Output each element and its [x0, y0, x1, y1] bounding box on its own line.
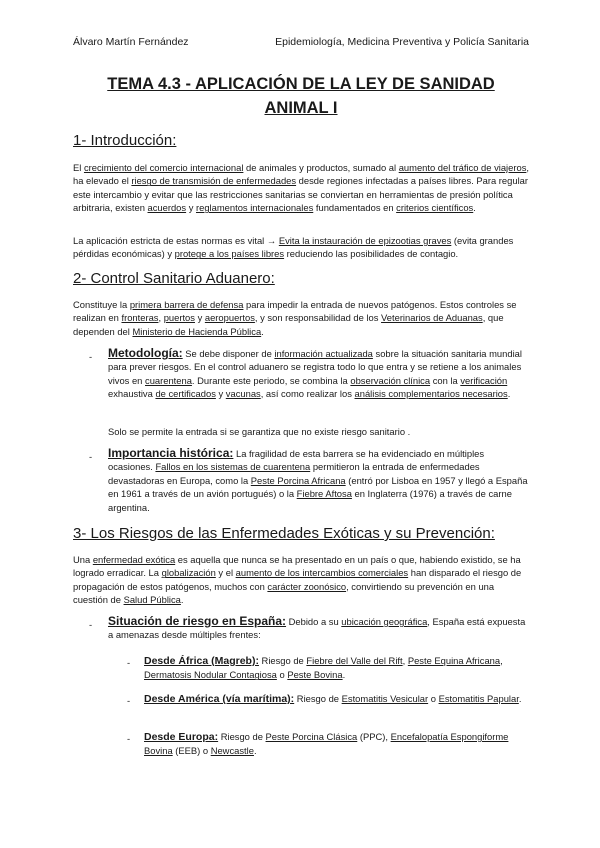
sub-bullet-heading: Desde África (Magreb): [144, 655, 259, 667]
section-1-paragraph-2: La aplicación estricta de estas normas es vital → Evita la instauración de epizootias graves (evita grandes pérdidas económicas) y protege a los países libres reduciendo las posibilidades de contagio. [73, 235, 514, 260]
underlined-term: carácter zoonósico [267, 580, 347, 592]
title-line-2: ANIMAL I [264, 99, 338, 117]
bullet-heading: Importancia histórica: [108, 446, 234, 460]
underlined-term: Peste Porcina Africana [250, 474, 346, 486]
underlined-term: Salud Pública [123, 594, 181, 606]
header-subject: Epidemiología, Medicina Preventiva y Policía Sanitaria [275, 36, 529, 48]
underlined-term: crecimiento del comercio internacional [83, 162, 244, 173]
page-title [73, 72, 529, 120]
section-3-paragraph-1: Una enfermedad exótica es aquella que nunca se ha presentado en un país o que, habiendo existido, se ha logrado erradicar. La globalización y el aumento de los intercambios comerciales han disparado el riesgo de propagación de estos patógenos, muchos con carácter zoonósico, convirtiendo su prevención en una cuestión de Salud Pública. [73, 554, 522, 606]
section-3-heading: 3- Los Riesgos de las Enfermedades Exóticas y su Prevención: [73, 525, 495, 542]
underlined-term: observación clínica [350, 374, 431, 386]
bullet-text: Se debe disponer de información actualizada sobre la situación sanitaria mundial para prever riesgos. En el control aduanero se registra todo lo que entra y se retiene a los animales vivos en cuarentena. Durante este periodo, se combina la observación clínica con la verificación exhaustiva de certificados y vacunas, así como realizar los análisis complementarios necesarios. [108, 348, 522, 400]
bullet-importancia-historica [108, 447, 529, 514]
section-2-paragraph-1: Constituye la primera barrera de defensa para impedir la entrada de nuevos patógenos. Estos controles se realizan en fronteras, puertos y aeropuertos, y son responsabilidad de los Veterinarios de Aduanas, que dependen del Ministerio de Hacienda Pública. [73, 299, 517, 337]
bullet-note: Solo se permite la entrada si se garantiza que no existe riesgo sanitario . [108, 426, 411, 437]
underlined-term: Estomatitis Papular [438, 693, 519, 704]
sub-bullet-dash: - [127, 695, 131, 706]
underlined-term: análisis complementarios necesarios [354, 388, 508, 400]
sub-bullet-america [144, 692, 529, 706]
underlined-term: Peste Porcina Clásica [265, 731, 358, 742]
section-2-heading: 2- Control Sanitario Aduanero: [73, 270, 275, 287]
underlined-term: riesgo de transmisión de enfermedades [131, 175, 297, 187]
underlined-term: acuerdos [147, 202, 187, 214]
underlined-term: Fiebre Aftosa [296, 488, 352, 500]
underlined-term: verificación [460, 374, 508, 386]
underlined-term: enfermedad exótica [92, 554, 176, 565]
underlined-term: aumento de los intercambios comerciales [235, 567, 409, 579]
underlined-term: Veterinarios de Aduanas [381, 312, 483, 324]
sub-bullet-heading: Desde Europa: [144, 731, 219, 743]
bullet-text: Debido a su ubicación geográfica, España está expuesta a amenazas desde múltiples frentes: [108, 616, 526, 641]
underlined-term: Peste Equina Africana [407, 655, 501, 666]
sub-bullet-europa [144, 730, 529, 758]
sub-bullet-heading: Desde América (vía marítima): [144, 693, 295, 705]
underlined-term: Fiebre del Valle del Rift [306, 655, 403, 666]
bullet-heading: Situación de riesgo en España: [108, 614, 287, 628]
underlined-term: Ministerio de Hacienda Pública [132, 325, 262, 337]
title-line-1: TEMA 4.3 - APLICACIÓN DE LA LEY DE SANIDAD [107, 75, 495, 93]
underlined-term: aumento del tráfico de viajeros [398, 162, 527, 173]
sub-bullet-africa [144, 654, 529, 682]
section-1-paragraph-1: El crecimiento del comercio internacional de animales y productos, sumado al aumento del tráfico de viajeros, ha elevado el riesgo de transmisión de enfermedades desde regiones infectadas a países libres. Para regular este intercambio y evitar que las restricciones sanitarias se conviertan en herramientas de presión política arbitraria, existen acuerdos y reglamentos internacionales fundamentados en criterios científicos. [73, 162, 529, 214]
underlined-term: Encefalopatía Espongiforme Bovina [144, 731, 509, 757]
bullet-dash: - [89, 351, 93, 362]
underlined-term: Dermatosis Nodular Contagiosa [144, 669, 277, 681]
underlined-term: criterios científicos [396, 202, 474, 214]
underlined-term: reglamentos internacionales [196, 202, 314, 214]
underlined-term: protege a los países libres [174, 248, 285, 260]
header-author: Álvaro Martín Fernández [73, 36, 189, 48]
underlined-term: Fallos en los sistemas de cuarentena [155, 461, 311, 473]
underlined-term: fronteras [121, 312, 159, 324]
underlined-term: Newcastle [210, 745, 254, 757]
underlined-term: puertos [163, 312, 195, 324]
underlined-term: ubicación geográfica [341, 616, 428, 627]
bullet-metodologia [108, 347, 529, 401]
sub-bullet-text: Riesgo de Peste Porcina Clásica (PPC), Encefalopatía Espongiforme Bovina (EEB) o Newcastle. [144, 731, 509, 757]
bullet-heading: Metodología: [108, 346, 183, 360]
underlined-term: Evita la instauración de epizootias graves [278, 235, 452, 246]
bullet-text: La fragilidad de esta barrera se ha evidenciado en múltiples ocasiones. Fallos en los sistemas de cuarentena permitieron la entrada de enfermedades devastadoras en Europa, como la Peste Porcina Africana (entró por Lisboa en 1957 y llegó a España en 1961 a través de un avión portugués) o la Fiebre Aftosa en Inglaterra (1976) a través de carne argentina. [108, 448, 528, 513]
underlined-term: Peste Bovina [287, 669, 343, 681]
underlined-term: información actualizada [274, 348, 373, 359]
underlined-term: vacunas [225, 388, 261, 400]
underlined-term: primera barrera de defensa [129, 299, 244, 310]
sub-bullet-text: Riesgo de Estomatitis Vesicular o Estomatitis Papular. [294, 693, 522, 704]
sub-bullet-dash: - [127, 657, 131, 668]
sub-bullet-text: Riesgo de Fiebre del Valle del Rift, Peste Equina Africana, Dermatosis Nodular Contagiosa o Peste Bovina. [144, 655, 503, 681]
underlined-term: de certificados [155, 388, 216, 400]
underlined-term: globalización [161, 567, 216, 579]
underlined-term: aeropuertos [204, 312, 255, 324]
bullet-situacion-riesgo [108, 615, 529, 642]
section-1-heading: 1- Introducción: [73, 132, 177, 149]
bullet-dash: - [89, 451, 93, 462]
underlined-term: Estomatitis Vesicular [341, 693, 429, 704]
underlined-term: cuarentena [145, 374, 192, 386]
sub-bullet-dash: - [127, 733, 131, 744]
bullet-dash: - [89, 619, 93, 630]
